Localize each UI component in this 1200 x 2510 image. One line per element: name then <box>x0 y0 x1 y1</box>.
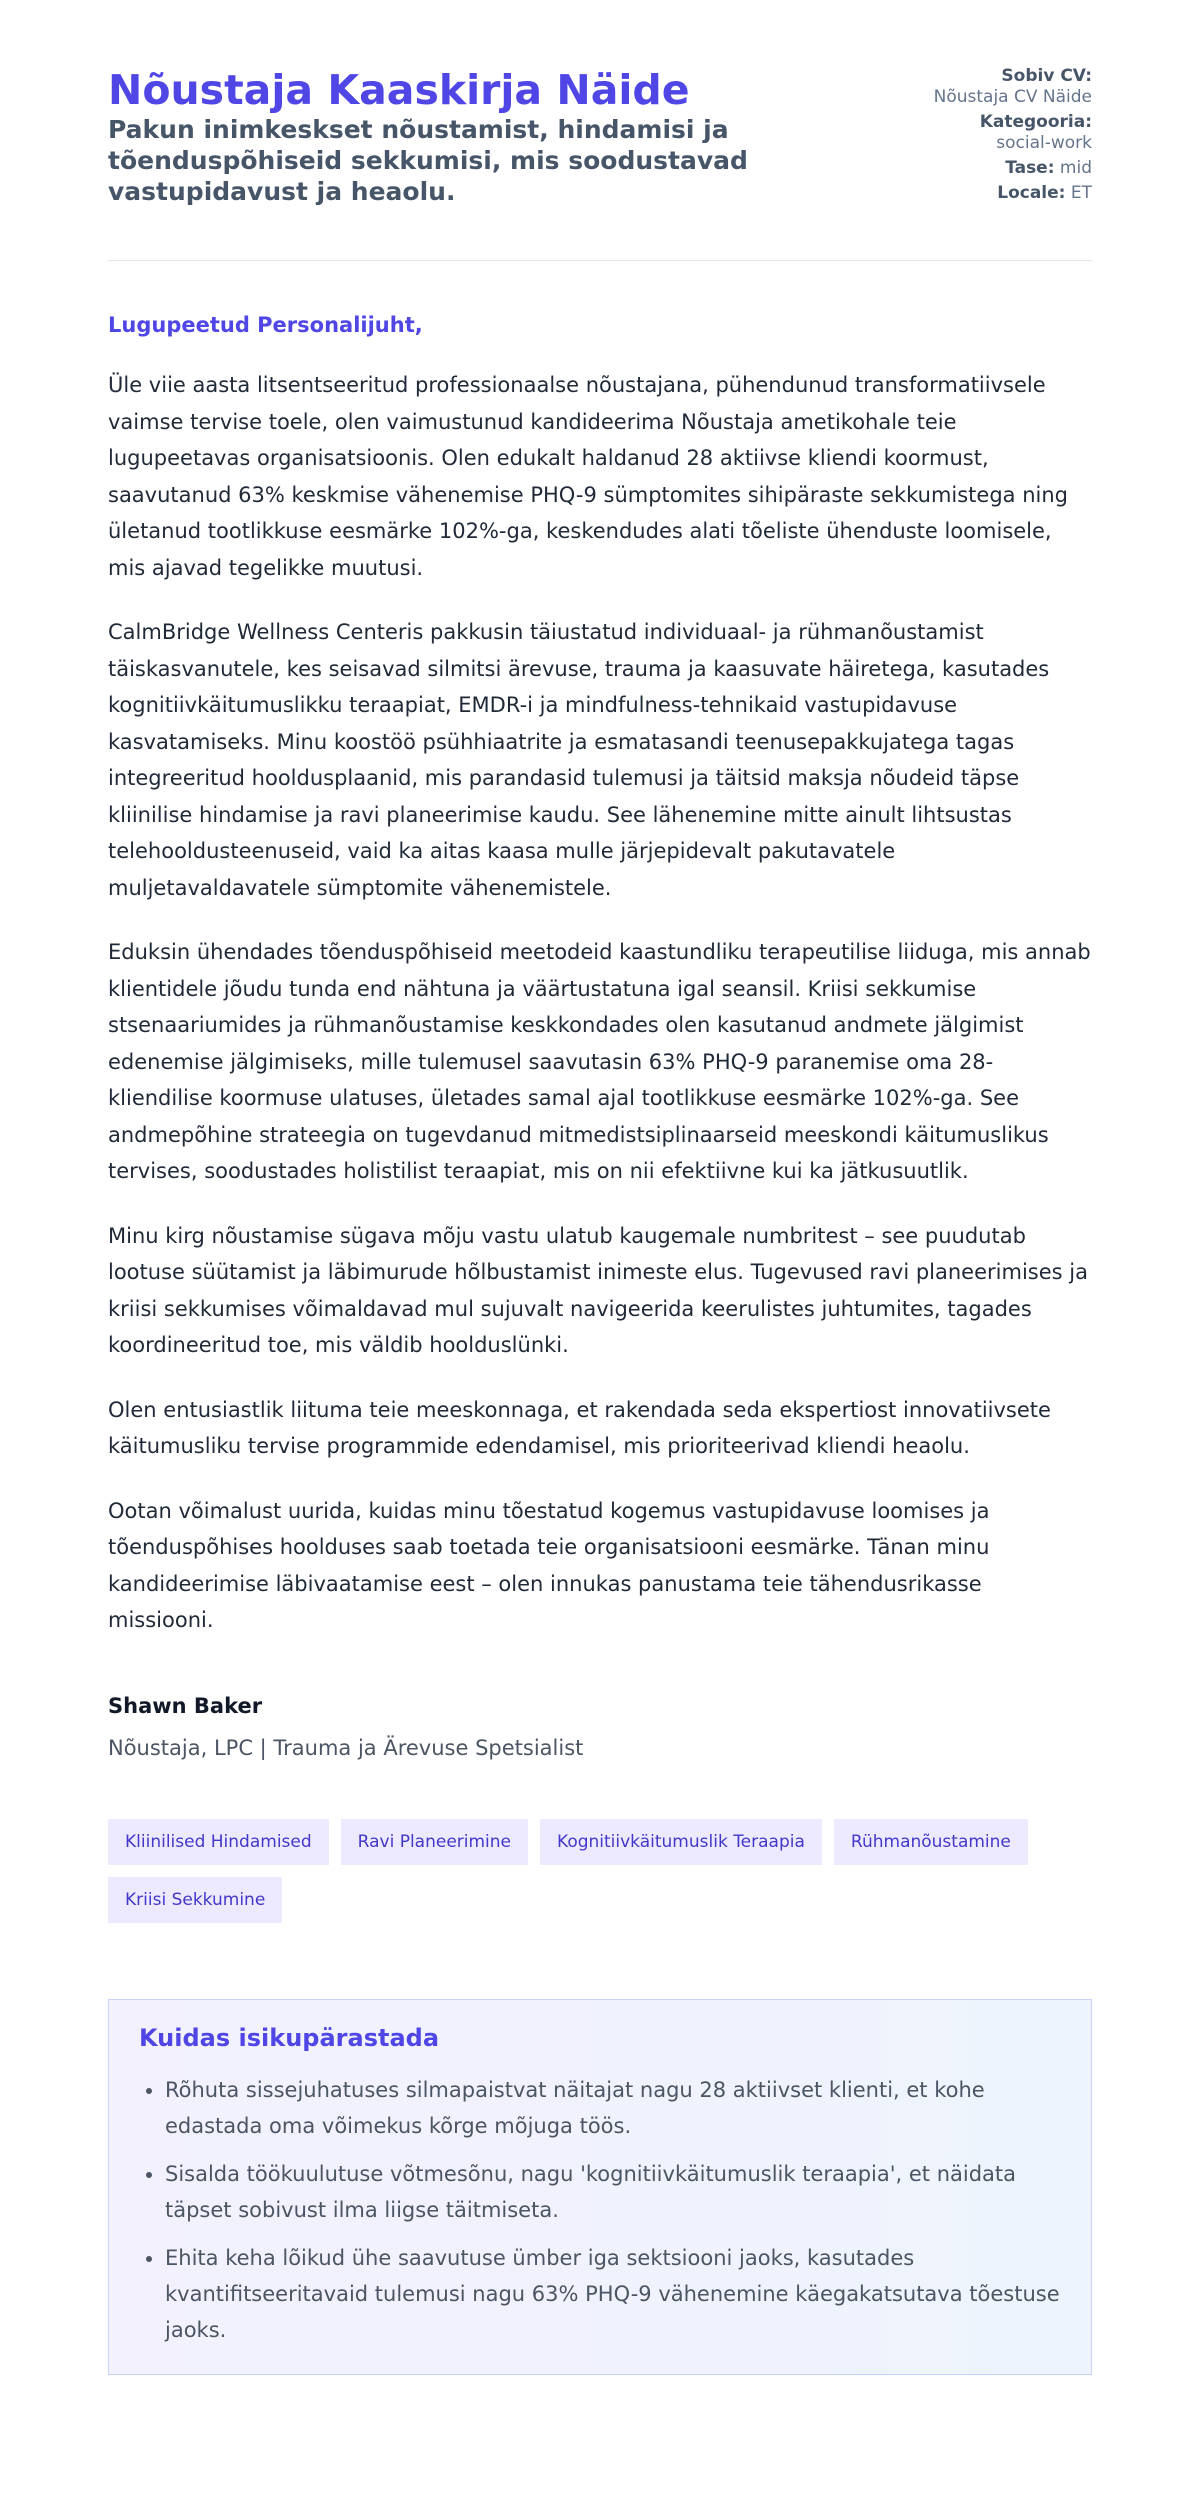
page-title: Nõustaja Kaaskirja Näide <box>108 66 690 114</box>
tip-item: • Rõhuta sissejuhatuses silmapaistvat näitajat nagu 28 aktiivset klienti, et kohe edastada oma võimekus kõrge mõjuga töös. <box>165 2072 1061 2144</box>
skill-tag: Kriisi Sekkumine <box>108 1877 282 1923</box>
signature-name: Shawn Baker <box>108 1693 263 1718</box>
meta-cv-value: Nõustaja CV Näide <box>933 87 1092 107</box>
tips-title: Kuidas isikupärastada <box>139 2023 440 2052</box>
skill-tag: Kognitiivkäitumuslik Teraapia <box>540 1819 822 1865</box>
meta-locale-value: ET <box>1070 183 1092 203</box>
paragraph-1: Üle viie aasta litsentseeritud professionaalse nõustajana, pühendunud transformatiivsele vaimse tervise toele, olen vaimustunud kandideerima Nõustaja ametikohale teie lugupeetavas organisatsioonis. Olen edukalt haldanud 28 aktiivse kliendi koormust, saavutanud 63% keskmise vähenemise PHQ-9 sümptomites sihipäraste sekkumistega ning ületanud tootlikkuse eesmärke 102%-ga, keskendudes alati tõeliste ühenduste loomisele, mis ajavad tegelikke muutusi. <box>108 373 1068 580</box>
meta-level-label: Tase: <box>1005 158 1055 178</box>
paragraph-2: CalmBridge Wellness Centeris pakkusin täiustatud individuaal- ja rühmanõustamist täiskasvanutele, kes seisavad silmitsi ärevuse, trauma ja kaasuvate häiretega, kasutades kognitiivkäitumuslikku teraapiat, EMDR-i ja mindfulness-tehnikaid vastupidavuse kasvatamiseks. Minu koostöö psühhiaatrite ja esmatasandi teenusepakkujatega tagas integreeritud hooldusplaanid, mis parandasid tulemusi ja täitsid maksja nõudeid täpse kliinilise hindamise ja ravi planeerimise kaudu. See lähenemine mitte ainult lihtsustas telehooldusteenuseid, vaid ka aitas kaasa mulle järjepidevalt pakutavatele muljetavaldavatele sümptomite vähenemistele. <box>108 620 1050 900</box>
meta-panel <box>912 66 1092 208</box>
skill-tag: Rühmanõustamine <box>834 1819 1028 1865</box>
paragraph-3: Eduksin ühendades tõenduspõhiseid meetodeid kaastundliku terapeutilise liiduga, mis annab klientidele jõudu tunda end nähtuna ja väärtustatuna igal seansil. Kriisi sekkumise stsenaariumides ja rühmanõustamise keskkondades olen kasutanud andmete jälgimist edenemise jälgimiseks, mille tulemusel saavutasin 63% PHQ-9 paranemise oma 28-kliendilise koormuse ulatuses, ületades samal ajal tootlikkuse eesmärke 102%-ga. See andmepõhine strateegia on tugevdanud mitmedistsiplinaarseid meeskondi käitumuslikus tervises, soodustades holistilist teraapiat, mis on nii efektiivne kui ka jätkusuutlik. <box>108 940 1091 1183</box>
meta-cv-label: Sobiv CV: <box>1001 66 1092 86</box>
meta-category-value: social-work <box>996 133 1092 153</box>
skill-tag: Kliinilised Hindamised <box>108 1819 329 1865</box>
meta-locale-label: Locale: <box>997 183 1066 203</box>
paragraph-4: Minu kirg nõustamise sügava mõju vastu ulatub kaugemale numbritest – see puudutab lootuse süütamist ja läbimurude hõlbustamist inimeste elus. Tugevused ravi planeerimises ja kriisi sekkumises võimaldavad mul sujuvalt navigeerida keerulistes juhtumites, tagades koordineeritud toe, mis väldib hoolduslünki. <box>108 1223 1088 1357</box>
meta-level-value: mid <box>1059 158 1092 178</box>
header <box>108 66 1092 261</box>
tip-item: • Sisalda töökuulutuse võtmesõnu, nagu 'kognitiivkäitumuslik teraapia', et näidata täpset sobivust ilma liigse täitmiseta. <box>165 2156 1061 2228</box>
meta-category <box>912 112 1092 154</box>
paragraph-5: Olen entusiastlik liituma teie meeskonnaga, et rakendada seda ekspertiost innovatiivsete käitumusliku tervise programmide edendamisel, mis prioriteerivad kliendi heaolu. <box>108 1397 1051 1458</box>
tip-item: • Ehita keha lõikud ühe saavutuse ümber iga sektsiooni jaoks, kasutades kvantifitseeritavaid tulemusi nagu 63% PHQ-9 vähenemine käegakatsutava tõestuse jaoks. <box>165 2240 1061 2348</box>
meta-category-label: Kategooria: <box>979 112 1092 132</box>
skill-tags <box>108 1819 1092 1935</box>
paragraph-6: Ootan võimalust uurida, kuidas minu tõestatud kogemus vastupidavuse loomises ja tõenduspõhises hoolduses saab toetada teie organisatsiooni eesmärke. Tänan minu kandideerimise läbivaatamise eest – olen innukas panustama teie tähendusrikasse missiooni. <box>108 1498 990 1632</box>
meta-locale <box>912 183 1092 204</box>
skill-tag: Ravi Planeerimine <box>341 1819 528 1865</box>
signature-title: Nõustaja, LPC | Trauma ja Ärevuse Spetsialist <box>108 1735 584 1760</box>
letter-body <box>108 367 1092 1639</box>
meta-level <box>912 158 1092 179</box>
page-subtitle: Pakun inimkeskset nõustamist, hindamisi ja tõenduspõhiseid sekkumisi, mis soodustavad vastupidavust ja heaolu. <box>108 115 748 206</box>
salutation: Lugupeetud Personalijuht, <box>108 313 423 337</box>
meta-cv <box>912 66 1092 108</box>
personalization-tips <box>108 1999 1092 2375</box>
header-titles <box>108 66 808 207</box>
tips-list <box>139 2072 1061 2348</box>
